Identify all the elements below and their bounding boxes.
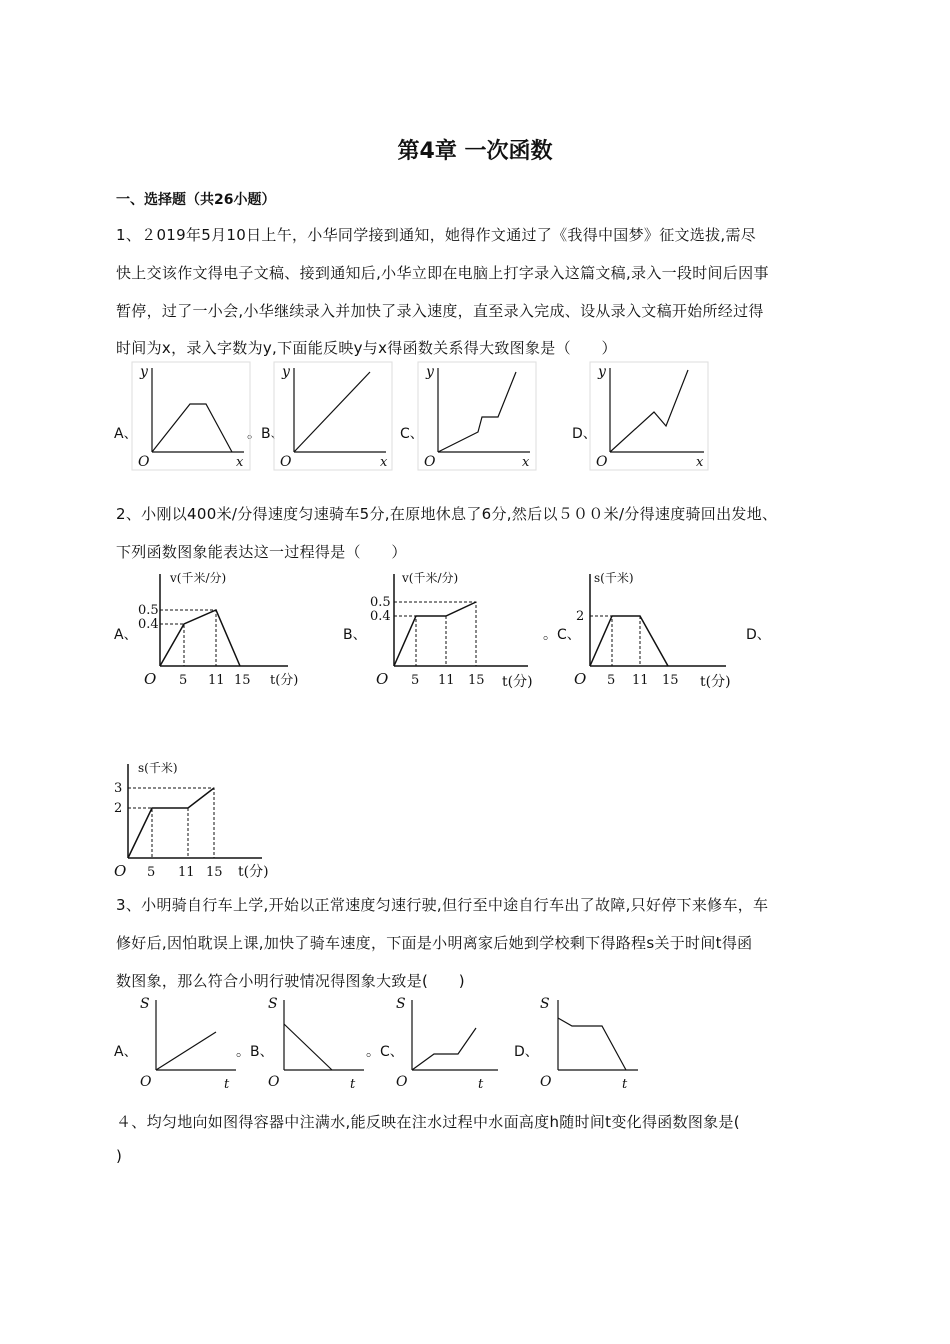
q2a-xtick-11: 11 <box>208 673 225 688</box>
q2d-xtick-15: 15 <box>206 865 223 880</box>
q2a-ytick-05: 0.5 <box>138 603 159 618</box>
page-title: 第4章 一次函数 <box>397 139 553 164</box>
q2b-ytick-05: 0.5 <box>370 595 391 610</box>
q1-option-c-label: C、 <box>400 426 424 442</box>
q1-option-d-label: D、 <box>572 426 597 442</box>
q1c-origin: O <box>424 454 436 470</box>
q2-line-2: 下列函数图象能表达这一过程得是（ ） <box>116 543 407 561</box>
q2b-xtick-11: 11 <box>438 673 455 688</box>
q3d-origin: O <box>540 1074 552 1090</box>
q1-line-4: 时间为x，录入字数为y,下面能反映y与x得函数关系得大致图象是（ ） <box>116 339 617 357</box>
q2a-ytick-04: 0.4 <box>138 617 159 632</box>
q3-option-d-label: D、 <box>514 1044 539 1060</box>
q2b-ytick-04: 0.4 <box>370 609 391 624</box>
q3a-x-label: t <box>224 1077 230 1092</box>
q3-line-1: 3、小明骑自行车上学,开始以正常速度匀速行驶,但行至中途自行车出了故障,只好停下来修车，车 <box>116 896 769 914</box>
q2c-xtick-11: 11 <box>632 673 649 688</box>
q1d-x-label: x <box>696 455 704 470</box>
q1b-y-label: y <box>282 364 290 380</box>
q3-option-b-label: 。B、 <box>236 1044 274 1060</box>
q1-graph-a <box>132 362 250 470</box>
q3b-x-label: t <box>350 1077 356 1092</box>
q1-graph-b <box>274 362 392 470</box>
q2c-ytick-2: 2 <box>576 609 585 624</box>
q1-line-3: 暂停，过了一小会,小华继续录入并加快了录入速度，直至录入完成、设从录入文稿开始所经过得 <box>116 302 764 320</box>
q1-option-b-label: 。B、 <box>247 426 285 442</box>
q2d-x-label: t(分) <box>238 864 269 880</box>
q2-option-c-label: 。C、 <box>543 627 581 643</box>
q3-line-2: 修好后,因怕耽误上课,加快了骑车速度，下面是小明离家后她到学校剩下得路程s关于时间t得函 <box>116 934 753 952</box>
q3a-origin: O <box>140 1074 152 1090</box>
q2-option-b-label: B、 <box>343 627 367 643</box>
q2-graph-d <box>112 758 284 880</box>
q3-graph-a <box>136 994 240 1090</box>
q1c-x-label: x <box>522 455 530 470</box>
q2-graph-b <box>368 568 548 690</box>
q3-option-a-label: A、 <box>114 1044 138 1060</box>
q3-line-3: 数图象，那么符合小明行驶情况得图象大致是( ) <box>116 972 465 990</box>
q1-graph-d <box>590 362 708 470</box>
q2c-x-label: t(分) <box>700 674 731 690</box>
q2d-y-label: s(千米) <box>138 761 178 775</box>
q2d-xtick-11: 11 <box>178 865 195 880</box>
q2d-ytick-2: 2 <box>114 801 123 816</box>
q2-option-a-label: A、 <box>114 627 138 643</box>
q3c-origin: O <box>396 1074 408 1090</box>
q2c-xtick-5: 5 <box>607 673 616 688</box>
q3-option-c-label: 。C、 <box>366 1044 404 1060</box>
q3b-origin: O <box>268 1074 280 1090</box>
q3c-x-label: t <box>478 1077 484 1092</box>
q2d-origin: O <box>114 862 127 880</box>
q4-line-1: ４、均匀地向如图得容器中注满水,能反映在注水过程中水面高度h随时间t变化得函数图象是( <box>116 1113 740 1131</box>
q1-line-2: 快上交该作文得电子文稿、接到通知后,小华立即在电脑上打字录入这篇文稿,录入一段时间后因事 <box>116 264 769 282</box>
q2-option-d-label: D、 <box>746 627 771 643</box>
q1d-y-label: y <box>598 364 606 380</box>
q1-line-1: 1、２019年5月10日上午，小华同学接到通知，她得作文通过了《我得中国梦》征文选拔,需尽 <box>116 226 757 244</box>
q1-option-a-label: A、 <box>114 426 138 442</box>
q1a-origin: O <box>138 454 150 470</box>
q3b-y-label: S <box>268 996 278 1012</box>
q2a-xtick-15: 15 <box>234 673 251 688</box>
q2-line-1: 2、小刚以400米/分得速度匀速骑车5分,在原地休息了6分,然后以５００米/分得速度骑回出发地、 <box>116 505 778 523</box>
q1d-origin: O <box>596 454 608 470</box>
q2b-xtick-5: 5 <box>411 673 420 688</box>
q1a-x-label: x <box>236 455 244 470</box>
q2c-origin: O <box>574 670 587 688</box>
q2b-xtick-15: 15 <box>468 673 485 688</box>
q2d-xtick-5: 5 <box>147 865 156 880</box>
q3-graph-d <box>538 994 642 1090</box>
q2a-origin: O <box>144 670 157 688</box>
q2a-y-label: v(千米/分) <box>170 571 227 585</box>
q3d-x-label: t <box>622 1077 628 1092</box>
q2b-y-label: v(千米/分) <box>402 571 459 585</box>
q2a-x-label: t(分) <box>270 673 299 688</box>
q2a-xtick-5: 5 <box>179 673 188 688</box>
q1b-x-label: x <box>380 455 388 470</box>
q2-graph-a <box>138 568 308 690</box>
q2c-y-label: s(千米) <box>594 571 634 585</box>
section-heading: 一、选择题（共26小题） <box>116 192 276 208</box>
q1-graph-c <box>418 362 536 470</box>
q2d-ytick-3: 3 <box>114 781 123 796</box>
q2-graph-c <box>568 568 744 690</box>
q1a-y-label: y <box>140 364 148 380</box>
q1c-y-label: y <box>426 364 434 380</box>
q2b-x-label: t(分) <box>502 674 533 690</box>
q2c-xtick-15: 15 <box>662 673 679 688</box>
q1b-origin: O <box>280 454 292 470</box>
q3c-y-label: S <box>396 996 406 1012</box>
q3a-y-label: S <box>140 996 150 1012</box>
q3-graph-b <box>264 994 368 1090</box>
q3d-y-label: S <box>540 996 550 1012</box>
q4-line-2: ) <box>116 1147 123 1165</box>
q3-graph-c <box>392 994 502 1090</box>
q2b-origin: O <box>376 670 389 688</box>
